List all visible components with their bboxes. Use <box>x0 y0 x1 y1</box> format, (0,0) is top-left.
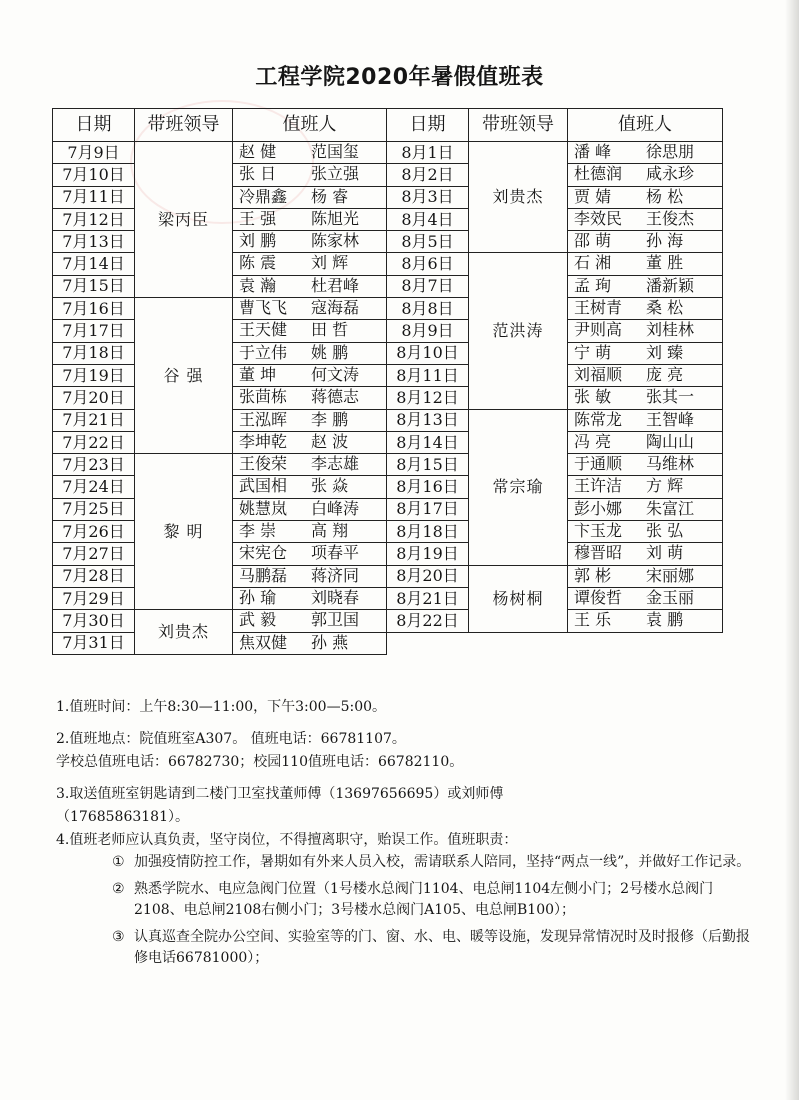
header-date-right: 日期 <box>387 109 469 142</box>
staff-name: 刘 萌 <box>646 543 684 563</box>
right-date-cell: 8月3日 <box>387 186 469 208</box>
left-date-cell: 7月30日 <box>53 610 135 632</box>
left-date-cell: 7月21日 <box>53 409 135 431</box>
staff-pair <box>233 142 386 163</box>
staff-name: 张 日 <box>239 164 277 184</box>
left-staff-cell <box>233 587 387 609</box>
staff-name: 马维林 <box>646 454 695 474</box>
staff-name: 陈常龙 <box>574 409 623 429</box>
staff-name: 石 湘 <box>574 253 612 273</box>
staff-pair <box>233 187 386 208</box>
left-staff-cell <box>233 298 387 320</box>
staff-pair <box>233 276 386 297</box>
staff-name: 项春平 <box>311 543 360 563</box>
left-date-cell: 7月10日 <box>53 164 135 186</box>
right-staff-cell <box>568 342 723 364</box>
staff-name: 王 乐 <box>574 610 612 630</box>
right-staff-cell <box>568 364 723 386</box>
staff-name: 蒋德志 <box>311 387 360 407</box>
staff-name: 何文涛 <box>311 364 360 384</box>
staff-pair <box>233 343 386 364</box>
staff-name: 方 辉 <box>646 476 684 496</box>
right-leader-cell: 范洪涛 <box>469 253 568 409</box>
left-staff-cell <box>233 275 387 297</box>
left-date-cell: 7月11日 <box>53 186 135 208</box>
right-date-cell: 8月14日 <box>387 431 469 453</box>
right-date-cell: 8月15日 <box>387 454 469 476</box>
staff-name: 冯 亮 <box>574 431 612 451</box>
staff-name: 宋丽娜 <box>646 565 695 585</box>
staff-name: 白峰涛 <box>311 498 360 518</box>
staff-name: 冷鼎鑫 <box>239 186 288 206</box>
right-staff-cell <box>568 298 723 320</box>
right-staff-cell <box>568 431 723 453</box>
right-staff-cell <box>568 320 723 342</box>
header-staff-left: 值班人 <box>233 109 387 142</box>
table-header-row <box>53 109 723 142</box>
left-staff-cell <box>233 364 387 386</box>
left-date-cell: 7月29日 <box>53 587 135 609</box>
staff-name: 宋宪仓 <box>239 543 288 563</box>
staff-name: 郭 彬 <box>574 565 612 585</box>
staff-name: 焦双健 <box>239 632 288 652</box>
staff-pair <box>568 276 722 297</box>
left-staff-cell <box>233 521 387 543</box>
right-date-cell: 8月22日 <box>387 610 469 632</box>
staff-name: 郭卫国 <box>311 610 360 630</box>
staff-pair <box>233 298 386 319</box>
staff-pair <box>568 387 722 408</box>
staff-name: 杜德润 <box>574 164 623 184</box>
item-marker: ③ <box>112 929 125 945</box>
staff-name: 刘福顺 <box>574 364 623 384</box>
staff-name: 董 胜 <box>646 253 684 273</box>
staff-pair <box>233 432 386 453</box>
staff-pair <box>233 387 386 408</box>
right-staff-cell <box>568 565 723 587</box>
right-staff-cell <box>568 164 723 186</box>
staff-name: 张 敏 <box>574 387 612 407</box>
staff-pair <box>233 410 386 431</box>
item-marker: ② <box>112 881 125 897</box>
staff-name: 桑 松 <box>646 298 684 318</box>
left-leader-cell: 梁丙臣 <box>135 142 233 298</box>
staff-pair <box>233 633 386 654</box>
staff-name: 王泓晖 <box>239 409 288 429</box>
staff-name: 王 强 <box>239 208 277 228</box>
right-staff-cell <box>568 498 723 520</box>
left-leader-cell: 谷 强 <box>135 298 233 454</box>
staff-pair <box>233 521 386 542</box>
staff-name: 刘 辉 <box>311 253 349 273</box>
right-staff-cell <box>568 610 723 632</box>
staff-name: 杜君峰 <box>311 275 360 295</box>
staff-pair <box>568 320 722 341</box>
right-date-cell: 8月8日 <box>387 298 469 320</box>
staff-name: 张茴栋 <box>239 387 288 407</box>
left-staff-cell <box>233 208 387 230</box>
staff-name: 陈 震 <box>239 253 277 273</box>
right-date-cell: 8月9日 <box>387 320 469 342</box>
staff-pair <box>568 343 722 364</box>
staff-name: 曹飞飞 <box>239 298 288 318</box>
right-staff-cell <box>568 409 723 431</box>
staff-name: 袁 鹏 <box>646 610 684 630</box>
left-staff-cell <box>233 498 387 520</box>
table-row <box>53 454 723 476</box>
left-staff-cell <box>233 610 387 632</box>
staff-pair <box>568 164 722 185</box>
duty-item-text: 熟悉学院水、电应急阀门位置（1号楼水总阀门1104、电总闸1104左侧小门；2号楼水总阀门2108、电总闸2108右侧小门；3号楼水总阀门A105、电总闸B100）； <box>134 881 714 918</box>
page-title: 工程学院2020年暑假值班表 <box>255 65 544 90</box>
staff-pair <box>233 320 386 341</box>
empty-cell <box>568 632 723 654</box>
staff-name: 谭俊哲 <box>574 587 623 607</box>
right-staff-cell <box>568 587 723 609</box>
left-leader-cell: 刘贵杰 <box>135 610 233 655</box>
staff-pair <box>568 476 722 497</box>
staff-name: 范国玺 <box>311 142 360 161</box>
right-date-cell: 8月6日 <box>387 253 469 275</box>
left-staff-cell <box>233 186 387 208</box>
staff-name: 张 焱 <box>311 476 349 496</box>
left-date-cell: 7月28日 <box>53 565 135 587</box>
table-row <box>53 142 723 164</box>
right-date-cell: 8月12日 <box>387 387 469 409</box>
right-staff-cell <box>568 186 723 208</box>
left-staff-cell <box>233 565 387 587</box>
right-date-cell: 8月2日 <box>387 164 469 186</box>
staff-name: 刘晓春 <box>311 587 360 607</box>
left-staff-cell <box>233 231 387 253</box>
staff-name: 杨 睿 <box>311 186 349 206</box>
staff-pair <box>233 365 386 386</box>
right-date-cell: 8月7日 <box>387 275 469 297</box>
staff-name: 武国相 <box>239 476 288 496</box>
staff-pair <box>568 610 722 631</box>
right-date-cell: 8月4日 <box>387 208 469 230</box>
duty-item-text: 加强疫情防控工作，暑期如有外来人员入校，需请联系人陪同，坚持“两点一线”，并做好工作记录。 <box>134 854 751 870</box>
left-staff-cell <box>233 409 387 431</box>
right-staff-cell <box>568 275 723 297</box>
staff-name: 王许洁 <box>574 476 623 496</box>
staff-pair <box>233 566 386 587</box>
duty-item-inspection <box>112 927 756 969</box>
right-staff-cell <box>568 142 723 164</box>
staff-name: 寇海磊 <box>311 298 360 318</box>
left-staff-cell <box>233 253 387 275</box>
right-staff-cell <box>568 476 723 498</box>
staff-name: 潘 峰 <box>574 142 612 161</box>
staff-name: 尹则高 <box>574 320 623 340</box>
scan-edge-shadow <box>785 0 799 1100</box>
right-date-cell: 8月11日 <box>387 364 469 386</box>
left-date-cell: 7月26日 <box>53 521 135 543</box>
right-date-cell: 8月16日 <box>387 476 469 498</box>
staff-name: 贾 婧 <box>574 186 612 206</box>
staff-name: 李 崇 <box>239 521 277 541</box>
right-staff-cell <box>568 454 723 476</box>
staff-pair <box>568 543 722 564</box>
left-staff-cell <box>233 142 387 164</box>
left-staff-cell <box>233 342 387 364</box>
staff-pair <box>233 209 386 230</box>
staff-name: 王天健 <box>239 320 288 340</box>
staff-pair <box>233 499 386 520</box>
staff-pair <box>233 476 386 497</box>
note-duty-location: 2.值班地点：院值班室A307。 值班电话：66781107。 <box>56 731 406 747</box>
staff-name: 马鹏磊 <box>239 565 288 585</box>
staff-name: 邵 萌 <box>574 231 612 251</box>
right-date-cell: 8月13日 <box>387 409 469 431</box>
right-staff-cell <box>568 543 723 565</box>
left-staff-cell <box>233 632 387 654</box>
staff-pair <box>233 231 386 252</box>
staff-name: 李 鹏 <box>311 409 349 429</box>
staff-name: 孙 海 <box>646 231 684 251</box>
header-leader-left: 带班领导 <box>135 109 233 142</box>
right-date-cell: 8月1日 <box>387 142 469 164</box>
note-duty-time: 1.值班时间：上午8:30—11:00，下午3:00—5:00。 <box>56 699 387 715</box>
left-date-cell: 7月31日 <box>53 632 135 654</box>
empty-cell <box>387 632 469 654</box>
right-staff-cell <box>568 208 723 230</box>
left-date-cell: 7月9日 <box>53 142 135 164</box>
right-date-cell: 8月21日 <box>387 587 469 609</box>
staff-name: 蒋济同 <box>311 565 360 585</box>
staff-pair <box>568 298 722 319</box>
right-staff-cell <box>568 387 723 409</box>
staff-name: 刘 臻 <box>646 342 684 362</box>
staff-pair <box>568 187 722 208</box>
staff-name: 姚 鹏 <box>311 342 349 362</box>
staff-name: 卞玉龙 <box>574 521 623 541</box>
staff-pair <box>568 209 722 230</box>
header-date-left: 日期 <box>53 109 135 142</box>
left-date-cell: 7月19日 <box>53 364 135 386</box>
staff-name: 徐思朋 <box>646 142 695 161</box>
right-date-cell: 8月18日 <box>387 521 469 543</box>
left-date-cell: 7月17日 <box>53 320 135 342</box>
note-school-phones: 学校总值班电话：66782730；校园110值班电话：66782110。 <box>56 754 464 770</box>
left-staff-cell <box>233 387 387 409</box>
duty-item-valves <box>112 879 756 921</box>
left-leader-cell: 黎 明 <box>135 454 233 610</box>
staff-pair <box>568 253 722 274</box>
note-key-pickup: 3.取送值班室钥匙请到二楼门卫室找董师傅（13697656695）或刘师傅 <box>56 786 504 802</box>
staff-name: 王智峰 <box>646 409 695 429</box>
right-date-cell: 8月20日 <box>387 565 469 587</box>
right-leader-cell: 常宗瑜 <box>469 409 568 565</box>
staff-name: 孟 珣 <box>574 275 612 295</box>
staff-name: 孙 瑜 <box>239 587 277 607</box>
staff-pair <box>568 566 722 587</box>
right-staff-cell <box>568 521 723 543</box>
staff-name: 高 翔 <box>311 521 349 541</box>
staff-pair <box>233 454 386 475</box>
staff-name: 金玉丽 <box>646 587 695 607</box>
staff-pair <box>568 432 722 453</box>
staff-name: 宁 萌 <box>574 342 612 362</box>
staff-name: 董 坤 <box>239 364 277 384</box>
right-date-cell: 8月10日 <box>387 342 469 364</box>
left-staff-cell <box>233 164 387 186</box>
left-staff-cell <box>233 320 387 342</box>
header-staff-right: 值班人 <box>568 109 723 142</box>
table-row <box>53 610 723 632</box>
duty-notes <box>56 696 756 969</box>
staff-name: 刘 鹏 <box>239 231 277 251</box>
staff-name: 李效民 <box>574 208 623 228</box>
staff-name: 庞 亮 <box>646 364 684 384</box>
staff-pair <box>568 231 722 252</box>
table-row <box>53 298 723 320</box>
left-date-cell: 7月15日 <box>53 275 135 297</box>
right-staff-cell <box>568 253 723 275</box>
left-date-cell: 7月22日 <box>53 431 135 453</box>
staff-name: 张其一 <box>646 387 695 407</box>
staff-name: 王俊杰 <box>646 208 695 228</box>
staff-name: 陈家林 <box>311 231 360 251</box>
left-staff-cell <box>233 431 387 453</box>
left-date-cell: 7月24日 <box>53 476 135 498</box>
staff-pair <box>568 454 722 475</box>
staff-name: 咸永珍 <box>646 164 695 184</box>
staff-name: 刘桂林 <box>646 320 695 340</box>
staff-name: 王俊荣 <box>239 454 288 474</box>
left-date-cell: 7月12日 <box>53 208 135 230</box>
staff-pair <box>568 410 722 431</box>
staff-name: 赵 健 <box>239 142 277 161</box>
header-leader-right: 带班领导 <box>469 109 568 142</box>
staff-name: 姚慧岚 <box>239 498 288 518</box>
right-leader-cell: 刘贵杰 <box>469 142 568 253</box>
staff-name: 于立伟 <box>239 342 288 362</box>
staff-name: 李坤乾 <box>239 431 288 451</box>
left-date-cell: 7月20日 <box>53 387 135 409</box>
left-date-cell: 7月16日 <box>53 298 135 320</box>
right-leader-cell: 杨树桐 <box>469 565 568 632</box>
staff-pair <box>233 588 386 609</box>
left-date-cell: 7月25日 <box>53 498 135 520</box>
staff-pair <box>233 253 386 274</box>
staff-name: 陶山山 <box>646 431 695 451</box>
duty-item-text: 认真巡查全院办公空间、实验室等的门、窗、水、电、暖等设施，发现异常情况时及时报修（后勤报修电话66781000）； <box>134 929 750 966</box>
left-date-cell: 7月14日 <box>53 253 135 275</box>
left-date-cell: 7月13日 <box>53 231 135 253</box>
note-duty-responsibility: 4.值班老师应认真负责，坚守岗位，不得擅离职守，贻误工作。值班职责： <box>56 832 518 848</box>
staff-name: 孙 燕 <box>311 632 349 652</box>
staff-pair <box>233 543 386 564</box>
right-date-cell: 8月17日 <box>387 498 469 520</box>
staff-name: 田 哲 <box>311 320 349 340</box>
left-date-cell: 7月18日 <box>53 342 135 364</box>
staff-pair <box>568 499 722 520</box>
duty-item-epidemic <box>112 852 756 873</box>
staff-name: 王树青 <box>574 298 623 318</box>
staff-pair <box>233 610 386 631</box>
staff-pair <box>568 365 722 386</box>
staff-name: 于通顺 <box>574 454 623 474</box>
staff-pair <box>233 164 386 185</box>
left-date-cell: 7月27日 <box>53 543 135 565</box>
staff-name: 陈旭光 <box>311 208 360 228</box>
note-key-pickup-phone: （17685863181）。 <box>56 809 189 825</box>
left-staff-cell <box>233 454 387 476</box>
staff-name: 赵 波 <box>311 431 349 451</box>
left-staff-cell <box>233 476 387 498</box>
staff-pair <box>568 521 722 542</box>
staff-name: 穆晋昭 <box>574 543 623 563</box>
staff-name: 张 弘 <box>646 521 684 541</box>
staff-name: 武 毅 <box>239 610 277 630</box>
staff-pair <box>568 142 722 163</box>
duty-table <box>52 108 723 655</box>
staff-name: 彭小娜 <box>574 498 623 518</box>
right-staff-cell <box>568 231 723 253</box>
staff-name: 袁 瀚 <box>239 275 277 295</box>
right-date-cell: 8月5日 <box>387 231 469 253</box>
left-date-cell: 7月23日 <box>53 454 135 476</box>
staff-name: 杨 松 <box>646 186 684 206</box>
left-staff-cell <box>233 543 387 565</box>
staff-pair <box>568 588 722 609</box>
staff-name: 朱富江 <box>646 498 695 518</box>
item-marker: ① <box>112 854 125 870</box>
staff-name: 李志雄 <box>311 454 360 474</box>
staff-name: 潘新颖 <box>646 275 695 295</box>
staff-name: 张立强 <box>311 164 360 184</box>
empty-cell <box>469 632 568 654</box>
right-date-cell: 8月19日 <box>387 543 469 565</box>
